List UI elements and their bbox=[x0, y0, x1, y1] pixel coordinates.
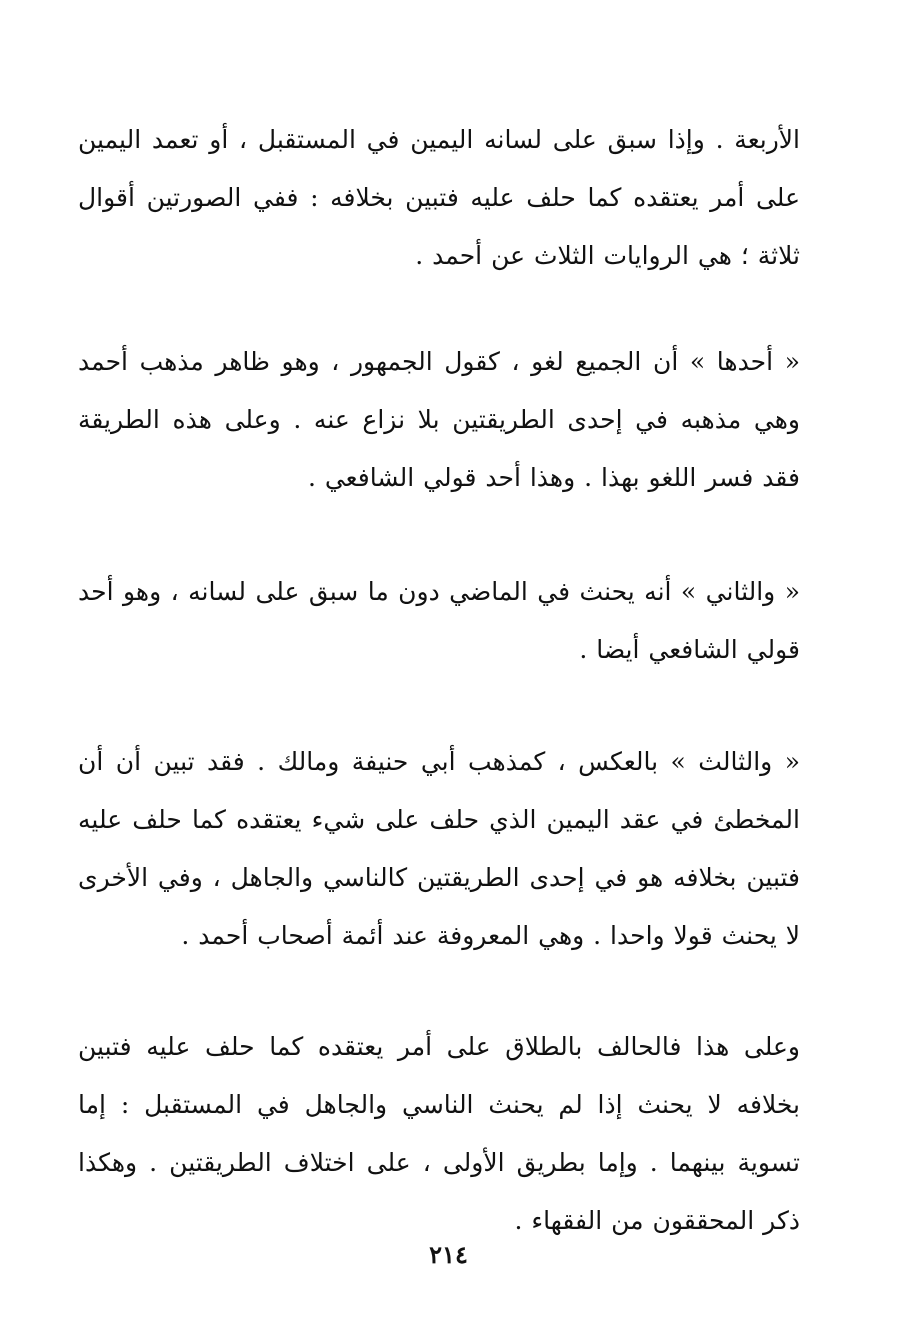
paragraph-first-opinion: « أحدها » أن الجميع لغو ، كقول الجمهور ، وهو ظاهر مذهب أحمد وهي مذهبه في إحدى الطريقتين بلا نزاع عنه . وعلى هذه الطريقة فقد فسر اللغو بهذا . وهذا أحد قولي الشافعي . bbox=[78, 347, 800, 492]
page-number: ٢١٤ bbox=[429, 1240, 468, 1269]
paragraph-second-opinion: « والثاني » أنه يحنث في الماضي دون ما سبق على لسانه ، وهو أحد قولي الشافعي أيضا . bbox=[78, 577, 800, 664]
paragraph-third-opinion: « والثالث » بالعكس ، كمذهب أبي حنيفة ومالك . فقد تبين أن أن المخطئ في عقد اليمين الذي حلف على شيء يعتقده كما حلف عليه فتبين بخلافه هو في إحدى الطريقتين كالناسي والجاهل ، وفي الأخرى لا يحنث قولا واحدا . وهي المعروفة عند أئمة أصحاب أحمد . bbox=[78, 747, 800, 950]
paragraph-four-opinions: الأربعة . وإذا سبق على لسانه اليمين في المستقبل ، أو تعمد اليمين على أمر يعتقده كما حلف عليه فتبين بخلافه : ففي الصورتين أقوال ثلاثة ؛ هي الروايات الثلاث عن أحمد . bbox=[78, 125, 800, 270]
paragraph-divorce-oath: وعلى هذا فالحالف بالطلاق على أمر يعتقده كما حلف عليه فتبين بخلافه لا يحنث إذا لم يحنث الناسي والجاهل في المستقبل : إما تسوية بينهما . وإما بطريق الأولى ، على اختلاف الطريقتين . وهكذا ذكر المحققون من الفقهاء . bbox=[78, 1032, 800, 1235]
